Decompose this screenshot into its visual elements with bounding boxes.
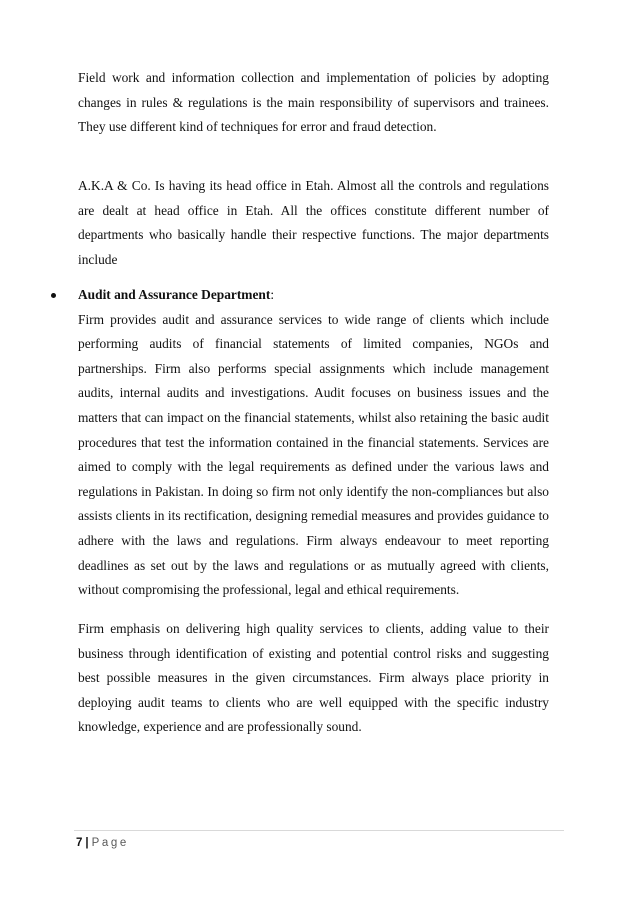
footer-separator: |	[85, 837, 89, 849]
bullet-heading-colon: :	[270, 287, 275, 302]
page-label: Page	[91, 837, 129, 849]
bullet-paragraph: Firm provides audit and assurance services to wide range of clients which include performing audits of financial statements of limited companies, NGOs and partnerships. Firm also performs special assignments which include management audits, internal audits and investigations. Audit focuses on business issues and the matters that can impact on the financial statements, whilst also retaining the basic audit procedures that test the information contained in the financial statements. Services are aimed to comply with the legal requirements as defined under the various laws and regulations in Pakistan. In doing so firm not only identify the non-compliances but also assists clients in its rectification, designing remedial measures and provides guidance to adhere with the laws and regulations. Firm always endeavour to meet reporting deadlines as set out by the laws and regulations or as mutually agreed with clients, without compromising the professional, legal and ethical requirements.	[78, 311, 549, 598]
paragraph-field-work: Field work and information collection and implementation of policies by adopting changes in rules & regulations is the main responsibility of supervisors and trainees. They use different kind of techniques for error and fraud detection.	[78, 70, 549, 135]
bullet-dot-icon	[51, 293, 56, 298]
bullet-heading-text: Audit and Assurance Department	[78, 287, 271, 302]
footer-divider	[74, 830, 564, 831]
bullet-heading	[78, 283, 549, 308]
paragraph-head-office: A.K.A & Co. Is having its head office in Etah. Almost all the controls and regulations are dealt at head office in Etah. All the offices constitute different number of departments who basically handle their respective functions. The major departments include	[78, 178, 549, 267]
page-number: 7	[76, 837, 83, 849]
page-footer	[76, 837, 129, 849]
bullet-audit-assurance	[78, 283, 549, 603]
paragraph-quality-services: Firm emphasis on delivering high quality services to clients, adding value to their business through identification of existing and potential control risks and suggesting best possible measures in the given circumstances. Firm always place priority in deploying audit teams to clients who are well equipped with the specific industry knowledge, experience and are professionally sound.	[78, 621, 549, 735]
